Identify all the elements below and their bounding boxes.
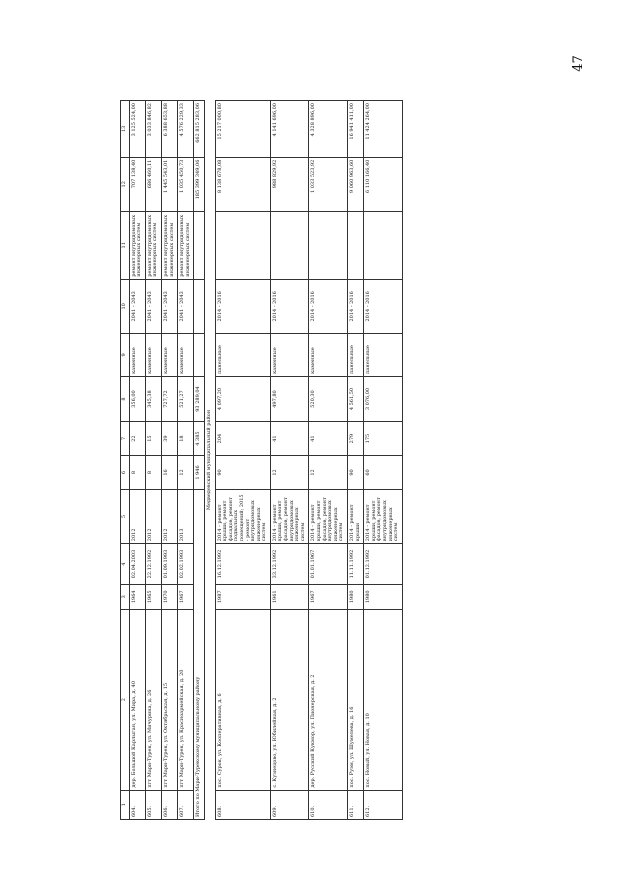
cell-c5: 2012: [129, 489, 145, 543]
cell-c5: 2013: [178, 489, 194, 543]
cell-c7: 41: [309, 422, 348, 456]
cell-c2: пгт Мари-Турек, ул. Красноармейская, д. 20: [178, 609, 194, 790]
cell-c10: 2041 - 2043: [129, 279, 145, 333]
cell-c4: 33.12.1992: [270, 544, 309, 585]
cell-c7: 175: [364, 422, 403, 456]
cell-c4: 01.01.1967: [309, 544, 348, 585]
cell-c7: 18: [178, 422, 194, 456]
cell-c2: пгт Мари-Турек, ул. Октябрьская, д. 15: [161, 609, 177, 790]
column-number: 7: [121, 422, 130, 456]
cell-c1: 607.: [178, 790, 194, 819]
table-row: [270, 101, 309, 820]
cell-c13: 6 388 653,88: [161, 101, 177, 158]
cell-c3: 1987: [215, 584, 270, 609]
cell-c9: каменные: [309, 333, 348, 376]
cell-c8: 4 561,50: [348, 376, 364, 421]
cell-c5: 2014 - ремонт крыши, ремонт фасадов, ремонт внутридомовых инженерных систем: [270, 489, 309, 543]
cell-c7: 22: [129, 422, 145, 456]
cell-c8: 356,00: [129, 376, 145, 421]
cell-c3: 1980: [348, 584, 364, 609]
table-row: [215, 101, 270, 820]
cell-c7: 15: [145, 422, 161, 456]
column-number: 10: [121, 279, 130, 333]
cell-c10: 2014 - 2016: [364, 279, 403, 333]
cell-c8: 4 097,20: [215, 376, 270, 421]
cell-c12: 707 138,40: [129, 157, 145, 211]
cell-c11: ремонт внутридомовых инженерных систем: [145, 211, 161, 279]
cell-c6: 8: [145, 456, 161, 490]
cell-c10: 2014 - 2016: [348, 279, 364, 333]
housing-register-table: [120, 100, 403, 820]
cell-c2: пгт Мари-Турек, ул. Мичурина, д. 26: [145, 609, 161, 790]
column-number: 6: [121, 456, 130, 490]
column-number: 5: [121, 489, 130, 543]
cell-c12: 1 033 523,92: [309, 157, 348, 211]
cell-c12: 1 035 450,73: [178, 157, 194, 211]
cell-c4: 16.12.1992: [215, 544, 270, 585]
cell-c10: 2014 - 2016: [270, 279, 309, 333]
cell-c9: панельные: [364, 333, 403, 376]
cell-c3: 1980: [364, 584, 403, 609]
cell-c9: каменные: [270, 333, 309, 376]
table-row: [348, 101, 364, 820]
cell-c9: каменные: [129, 333, 145, 376]
cell-c10: 2041 - 2043: [145, 279, 161, 333]
cell-c1: 605.: [145, 790, 161, 819]
cell-c3: 1961: [270, 584, 309, 609]
table-row: [178, 101, 194, 820]
cell-c5: 2014 - ремонт крыши, ремонт фасадов, ремонт внутридомовых инженерных систем: [309, 489, 348, 543]
cell-c12: 686 460,11: [145, 157, 161, 211]
cell-c10: 2041 - 2043: [161, 279, 177, 333]
cell-c1: 606.: [161, 790, 177, 819]
column-number: 4: [121, 544, 130, 585]
cell-c10: 2041 - 2043: [178, 279, 194, 333]
cell-c9: каменные: [145, 333, 161, 376]
empty-cell: [194, 333, 205, 376]
table-body-section-a: [129, 101, 194, 820]
total-cost-b: 662 815 283,06: [194, 101, 205, 158]
cell-c8: 497,80: [270, 376, 309, 421]
cell-c11: ремонт внутридомовых инженерных систем: [129, 211, 145, 279]
cell-c3: 1965: [145, 584, 161, 609]
cell-c12: 8 138 678,08: [215, 157, 270, 211]
cell-c12: 9 060 963,60: [348, 157, 364, 211]
table-body-totals: [194, 101, 215, 820]
cell-c1: 604.: [129, 790, 145, 819]
cell-c8: 345,38: [145, 376, 161, 421]
cell-c13: 4 328 896,00: [309, 101, 348, 158]
cell-c6: 8: [129, 456, 145, 490]
empty-cell: [194, 279, 205, 333]
cell-c13: 3 125 524,00: [129, 101, 145, 158]
cell-c5: 2012: [161, 489, 177, 543]
cell-c7: 204: [215, 422, 270, 456]
column-number: 1: [121, 790, 130, 819]
cell-c3: 1967: [178, 584, 194, 609]
table-row: [364, 101, 403, 820]
page-number: 47: [570, 55, 586, 72]
cell-c6: 90: [215, 456, 270, 490]
district-heading-row: [204, 101, 215, 820]
column-number: 12: [121, 157, 130, 211]
cell-c2: пос. Сурок, ул. Кооперативная, д. 6: [215, 609, 270, 790]
cell-c10: 2014 - 2016: [309, 279, 348, 333]
cell-c2: с. Кузнецово, ул. Юбилейная, д. 2: [270, 609, 309, 790]
table-row: [129, 101, 145, 820]
cell-c11: [364, 211, 403, 279]
cell-c4: 01.12.1992: [364, 544, 403, 585]
cell-c13: 11 424 264,00: [364, 101, 403, 158]
cell-c5: 2014 - ремонт крыши: [348, 489, 364, 543]
column-number: 8: [121, 376, 130, 421]
cell-c9: панельные: [215, 333, 270, 376]
total-label: Итого по Мари-Турекскому муниципальному району: [194, 489, 205, 819]
cell-c13: 15 217 000,80: [215, 101, 270, 158]
cell-c4: 22.12.1992: [145, 544, 161, 585]
column-number: 2: [121, 609, 130, 790]
cell-c6: 12: [270, 456, 309, 490]
cell-c1: 608.: [215, 790, 270, 819]
cell-c13: 4 576 229,33: [178, 101, 194, 158]
table-row: [309, 101, 348, 820]
column-number: 9: [121, 333, 130, 376]
empty-cell: [194, 211, 205, 279]
cell-c6: 16: [161, 456, 177, 490]
cell-c7: 39: [161, 422, 177, 456]
rotated-table-container: [120, 100, 620, 820]
cell-c11: [270, 211, 309, 279]
cell-c6: 60: [364, 456, 403, 490]
cell-c4: 11.11.1992: [348, 544, 364, 585]
cell-c12: 6 110 166,40: [364, 157, 403, 211]
cell-c8: 520,30: [309, 376, 348, 421]
cell-c12: 1 445 543,01: [161, 157, 177, 211]
cell-c3: 1967: [309, 584, 348, 609]
cell-c3: 1964: [129, 584, 145, 609]
cell-c9: каменные: [178, 333, 194, 376]
cell-c8: 727,72: [161, 376, 177, 421]
cell-c11: [348, 211, 364, 279]
cell-c13: 4 141 696,00: [270, 101, 309, 158]
column-number: 11: [121, 211, 130, 279]
cell-c6: 90: [348, 456, 364, 490]
total-area: 93 289,04: [194, 376, 205, 421]
cell-c1: 610.: [309, 790, 348, 819]
cell-c11: [309, 211, 348, 279]
cell-c4: 01.09.1993: [161, 544, 177, 585]
cell-c7: 279: [348, 422, 364, 456]
cell-c2: дер. Русский Кукмор, ул. Пионерская, д. 2: [309, 609, 348, 790]
table-row: [145, 101, 161, 820]
cell-c11: ремонт внутридомовых инженерных систем: [178, 211, 194, 279]
cell-c13: 16 941 411,00: [348, 101, 364, 158]
cell-c9: каменные: [161, 333, 177, 376]
total-cost-a: 185 399 349,06: [194, 157, 205, 211]
cell-c2: пос. Новый, ул. Новая, д. 10: [364, 609, 403, 790]
cell-c5: 2014 - ремонт крыши, ремонт фасадов, ремонт подвальных помещений; 2015 - ремонт внутридомовых инженерных систем: [215, 489, 270, 543]
cell-c4: 02.04.2003: [129, 544, 145, 585]
column-number: 3: [121, 584, 130, 609]
total-row: [194, 101, 205, 820]
cell-c1: 609.: [270, 790, 309, 819]
cell-c11: ремонт внутридомовых инженерных систем: [161, 211, 177, 279]
cell-c7: 41: [270, 422, 309, 456]
total-apartments: 1 946: [194, 456, 205, 490]
cell-c2: дер. Большой Карлыган, ул. Мира, д. 40: [129, 609, 145, 790]
cell-c6: 12: [309, 456, 348, 490]
cell-c12: 988 829,92: [270, 157, 309, 211]
cell-c8: 521,27: [178, 376, 194, 421]
total-residents: 4 385: [194, 422, 205, 456]
cell-c6: 12: [178, 456, 194, 490]
cell-c9: панельные: [348, 333, 364, 376]
cell-c3: 1970: [161, 584, 177, 609]
cell-c1: 612.: [364, 790, 403, 819]
table-row: [161, 101, 177, 820]
cell-c10: 2014 - 2016: [215, 279, 270, 333]
cell-c4: 02.02.1993: [178, 544, 194, 585]
cell-c5: 2014 - ремонт крыши, ремонт фасадов, ремонт внутридомовых инженерных систем: [364, 489, 403, 543]
column-number-row: [121, 101, 130, 820]
cell-c2: пос. Руэм, ул. Шумелева, д. 16: [348, 609, 364, 790]
district-heading: Медведевский муниципальный район: [204, 101, 215, 820]
cell-c8: 3 076,00: [364, 376, 403, 421]
cell-c1: 611.: [348, 790, 364, 819]
table-body-section-b: [215, 101, 402, 820]
cell-c5: 2012: [145, 489, 161, 543]
cell-c13: 3 033 846,82: [145, 101, 161, 158]
column-number: 13: [121, 101, 130, 158]
cell-c11: [215, 211, 270, 279]
